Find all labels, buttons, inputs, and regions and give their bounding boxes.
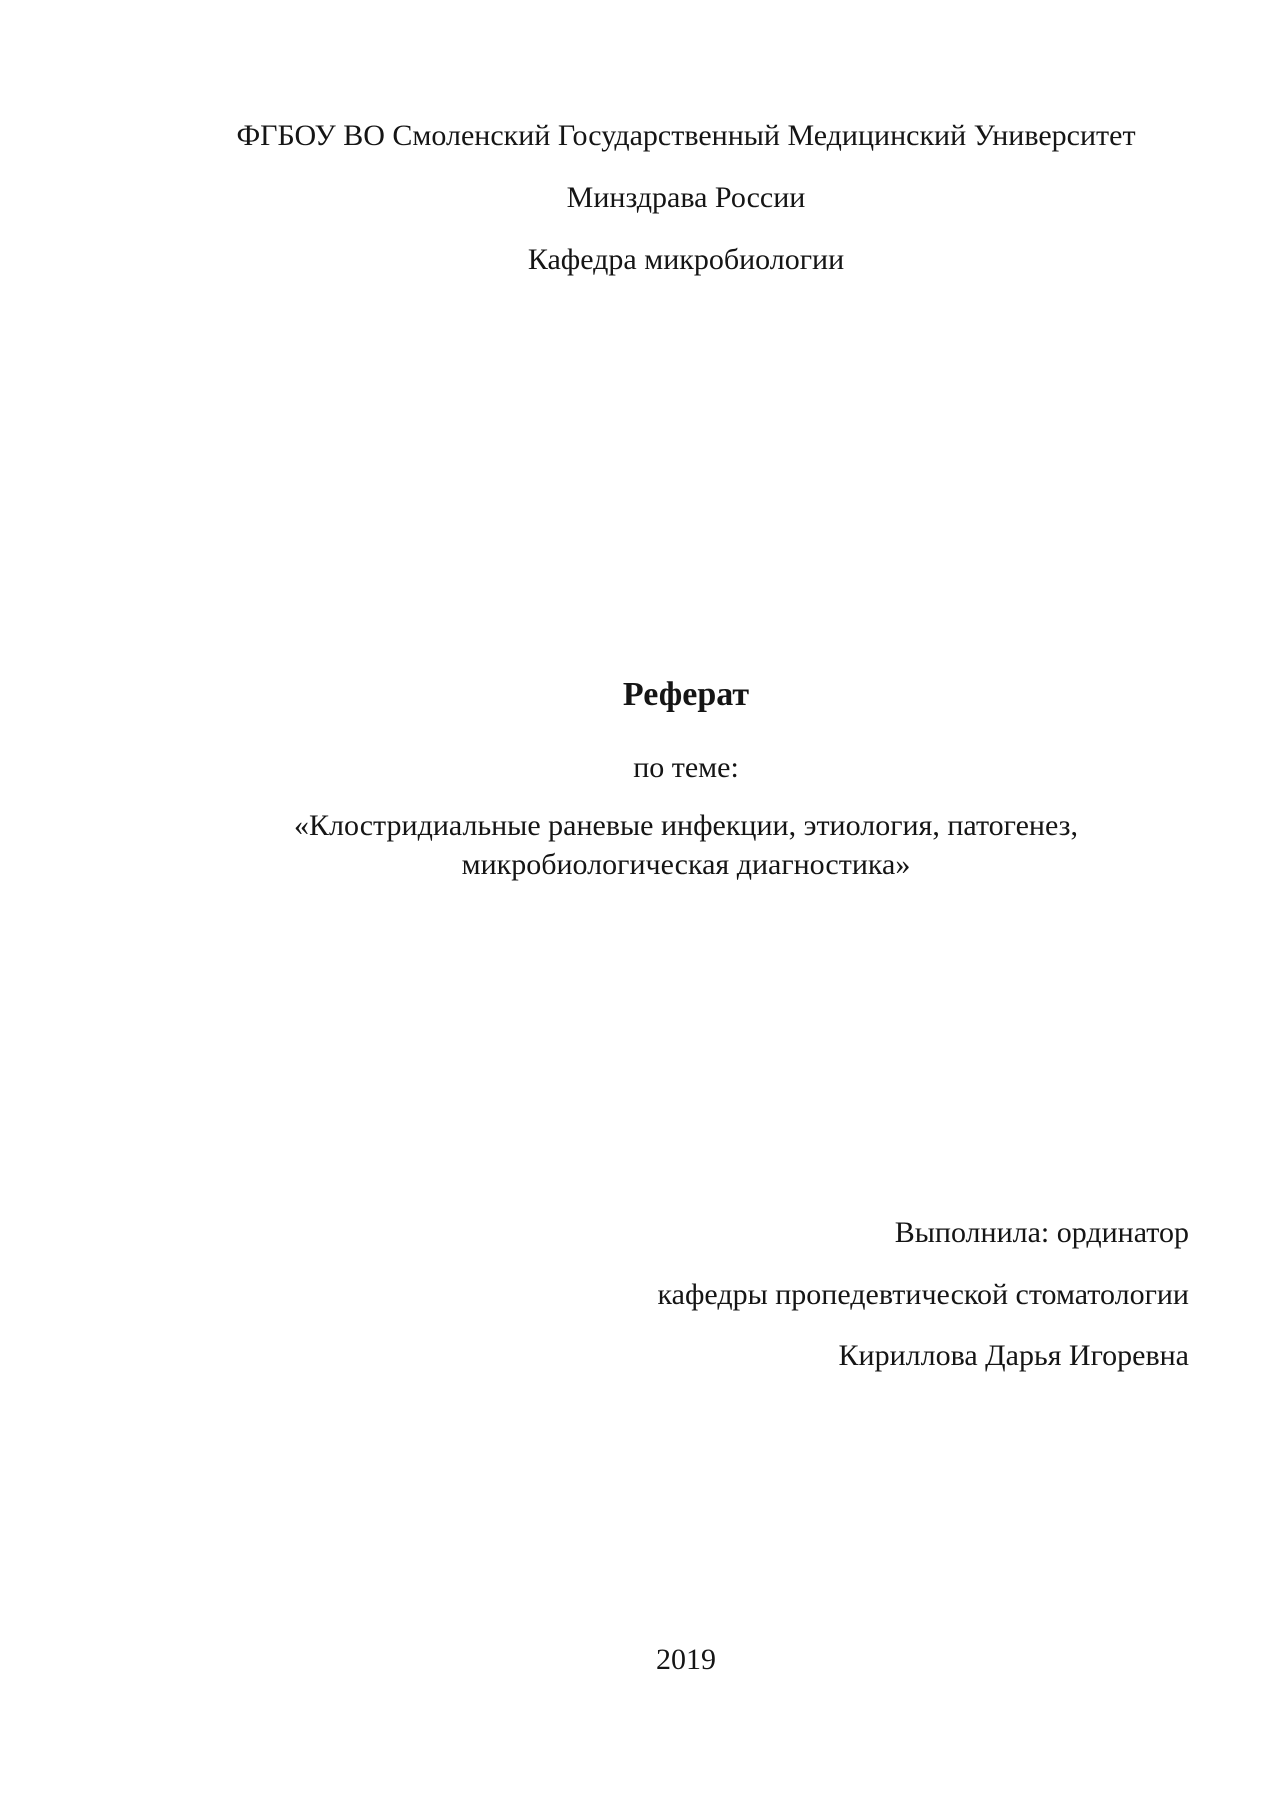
author-role-line: Выполнила: ординатор [894,1216,1189,1249]
university-name-line: ФГБОУ ВО Смоленский Государственный Медицинский Университет [236,119,1136,152]
year-line: 2019 [656,1643,716,1676]
ministry-line: Минздрава России [566,181,806,214]
department-line: Кафедра микробиологии [527,243,845,276]
topic-label: по теме: [633,751,739,784]
topic-title [183,806,1189,884]
document-title: Реферат [622,676,750,713]
topic-line-2: микробиологическая диагностика» [461,848,911,881]
topic-line-1: «Клостридиальные раневые инфекции, этиология, патогенез, [294,809,1078,842]
author-name-line: Кириллова Дарья Игоревна [838,1339,1189,1372]
author-department-line: кафедры пропедевтической стоматологии [657,1278,1189,1311]
